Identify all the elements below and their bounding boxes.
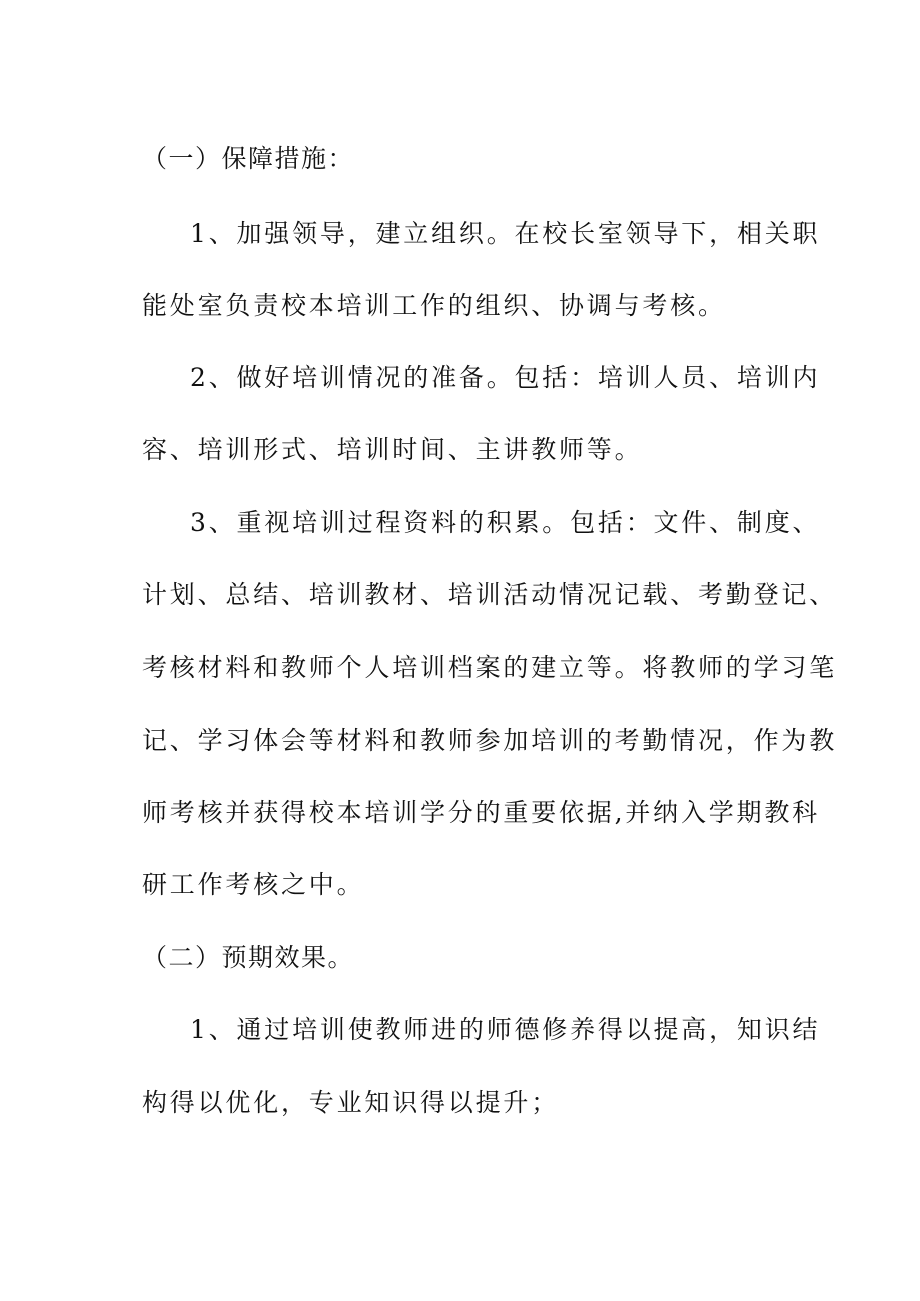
paragraph-line: 1、通过培训使教师进的师德修养得以提高，知识结 [190, 1015, 821, 1044]
section-heading-expected-results: （二）预期效果。 [142, 943, 355, 972]
paragraph-line: 考核材料和教师个人培训档案的建立等。将教师的学习笔 [142, 653, 838, 682]
paragraph-line: 能处室负责校本培训工作的组织、协调与考核。 [142, 291, 726, 320]
paragraph-line: 1、加强领导，建立组织。在校长室领导下，相关职 [190, 219, 821, 248]
paragraph-line: 3、重视培训过程资料的积累。包括：文件、制度、 [190, 508, 821, 537]
paragraph-line: 研工作考核之中。 [142, 870, 365, 899]
section-heading-safeguards: （一）保障措施： [142, 144, 355, 173]
paragraph-line: 2、做好培训情况的准备。包括：培训人员、培训内 [190, 363, 821, 392]
paragraph-line: 构得以优化，专业知识得以提升； [142, 1088, 560, 1117]
paragraph-line: 容、培训形式、培训时间、主讲教师等。 [142, 435, 643, 464]
paragraph-line: 记、学习体会等材料和教师参加培训的考勤情况，作为教 [142, 726, 838, 755]
paragraph-line: 计划、总结、培训教材、培训活动情况记载、考勤登记、 [142, 580, 838, 609]
paragraph-line: 师考核并获得校本培训学分的重要依据,并纳入学期教科 [142, 798, 820, 827]
